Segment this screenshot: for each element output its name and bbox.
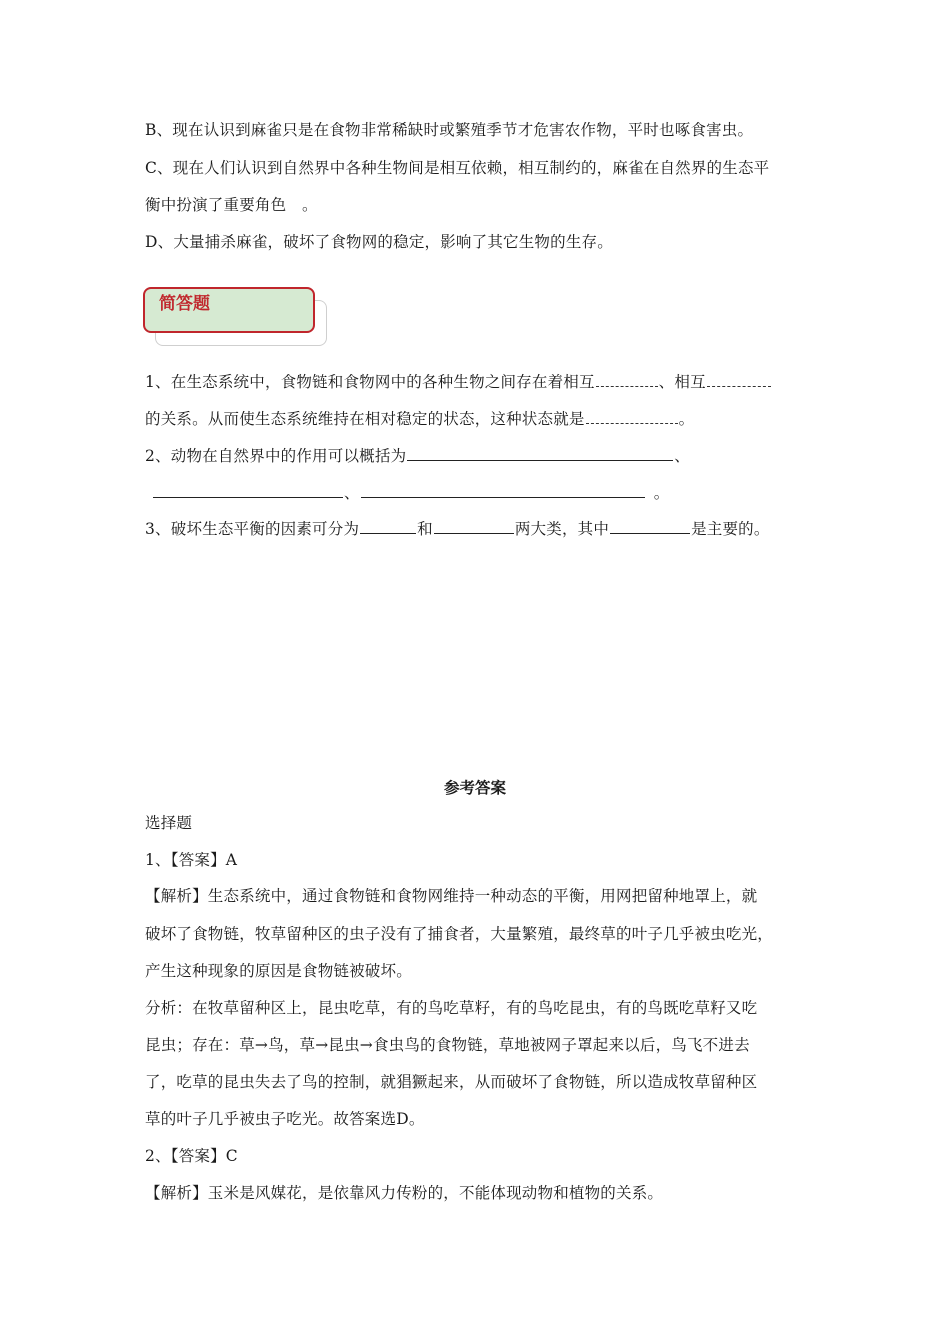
q2-blank-3[interactable] [361, 483, 645, 498]
section-title: 简答题 [159, 294, 210, 314]
q2-blank-1[interactable] [407, 446, 673, 461]
q1-text-d: 。 [678, 410, 695, 428]
q2-text-b: 、 [674, 447, 690, 465]
q3-text-c: 两大类，其中 [514, 520, 610, 538]
q2-text-d: 。 [653, 484, 670, 502]
question-1-line1 [145, 372, 772, 392]
q1-blank-3[interactable] [586, 409, 678, 424]
question-2-line1 [145, 446, 690, 466]
q2-text-a: 2、动物在自然界中的作用可以概括为 [145, 447, 407, 465]
q1-text-c: 的关系。从而使生态系统维持在相对稳定的状态，这种状态就是 [145, 410, 585, 428]
option-d: D、大量捕杀麻雀，破坏了食物网的稳定，影响了其它生物的生存。 [145, 233, 613, 251]
option-c-line1: C、现在人们认识到自然界中各种生物间是相互依赖，相互制约的，麻雀在自然界的生态平 [145, 159, 770, 177]
question-2-line2 [152, 483, 669, 503]
answers-category: 选择题 [145, 814, 193, 832]
q3-blank-1[interactable] [360, 519, 416, 534]
option-c-line2: 衡中扮演了重要角色 。 [145, 196, 318, 214]
option-b: B、现在认识到麻雀只是在食物非常稀缺时或繁殖季节才危害农作物，平时也啄食害虫。 [145, 121, 754, 139]
q3-blank-3[interactable] [610, 519, 690, 534]
question-3 [145, 519, 770, 539]
q3-text-d: 是主要的。 [691, 520, 770, 538]
answer-1-explanation-2: 破坏了食物链，牧草留种区的虫子没有了捕食者，大量繁殖，最终草的叶子几乎被虫吃光， [145, 925, 774, 943]
section-header-box [143, 287, 315, 333]
answer-1-label: 1、【答案】A [145, 851, 238, 869]
answer-1-explanation-1: 【解析】生态系统中，通过食物链和食物网维持一种动态的平衡，用网把留种地罩上，就 [145, 887, 758, 905]
q3-blank-2[interactable] [434, 519, 514, 534]
q2-text-c: 、 [344, 484, 360, 502]
answers-heading: 参考答案 [443, 778, 506, 797]
answer-1-explanation-3: 产生这种现象的原因是食物链被破坏。 [145, 962, 412, 980]
answer-2-label: 2、【答案】C [145, 1147, 238, 1165]
question-1-line2 [145, 409, 694, 429]
q1-text-a: 1、在生态系统中，食物链和食物网中的各种生物之间存在着相互 [145, 373, 595, 391]
q3-text-a: 3、破坏生态平衡的因素可分为 [145, 520, 360, 538]
answer-1-analysis-3: 了，吃草的昆虫失去了鸟的控制，就猖獗起来，从而破坏了食物链，所以造成牧草留种区 [145, 1073, 758, 1091]
q2-blank-2[interactable] [153, 483, 343, 498]
q1-blank-2[interactable] [707, 372, 771, 387]
q3-text-b: 和 [417, 520, 433, 538]
answer-1-analysis-4: 草的叶子几乎被虫子吃光。故答案选D。 [145, 1110, 425, 1128]
q1-text-b: 、相互 [658, 373, 706, 391]
answer-1-analysis-1: 分析：在牧草留种区上，昆虫吃草，有的鸟吃草籽，有的鸟吃昆虫，有的鸟既吃草籽又吃 [145, 999, 758, 1017]
answer-2-explanation-1: 【解析】玉米是风媒花，是依靠风力传粉的，不能体现动物和植物的关系。 [145, 1184, 664, 1202]
answer-1-analysis-2: 昆虫；存在：草→鸟，草→昆虫→食虫鸟的食物链，草地被网子罩起来以后，鸟飞不进去 [145, 1036, 750, 1054]
q1-blank-1[interactable] [596, 372, 658, 387]
